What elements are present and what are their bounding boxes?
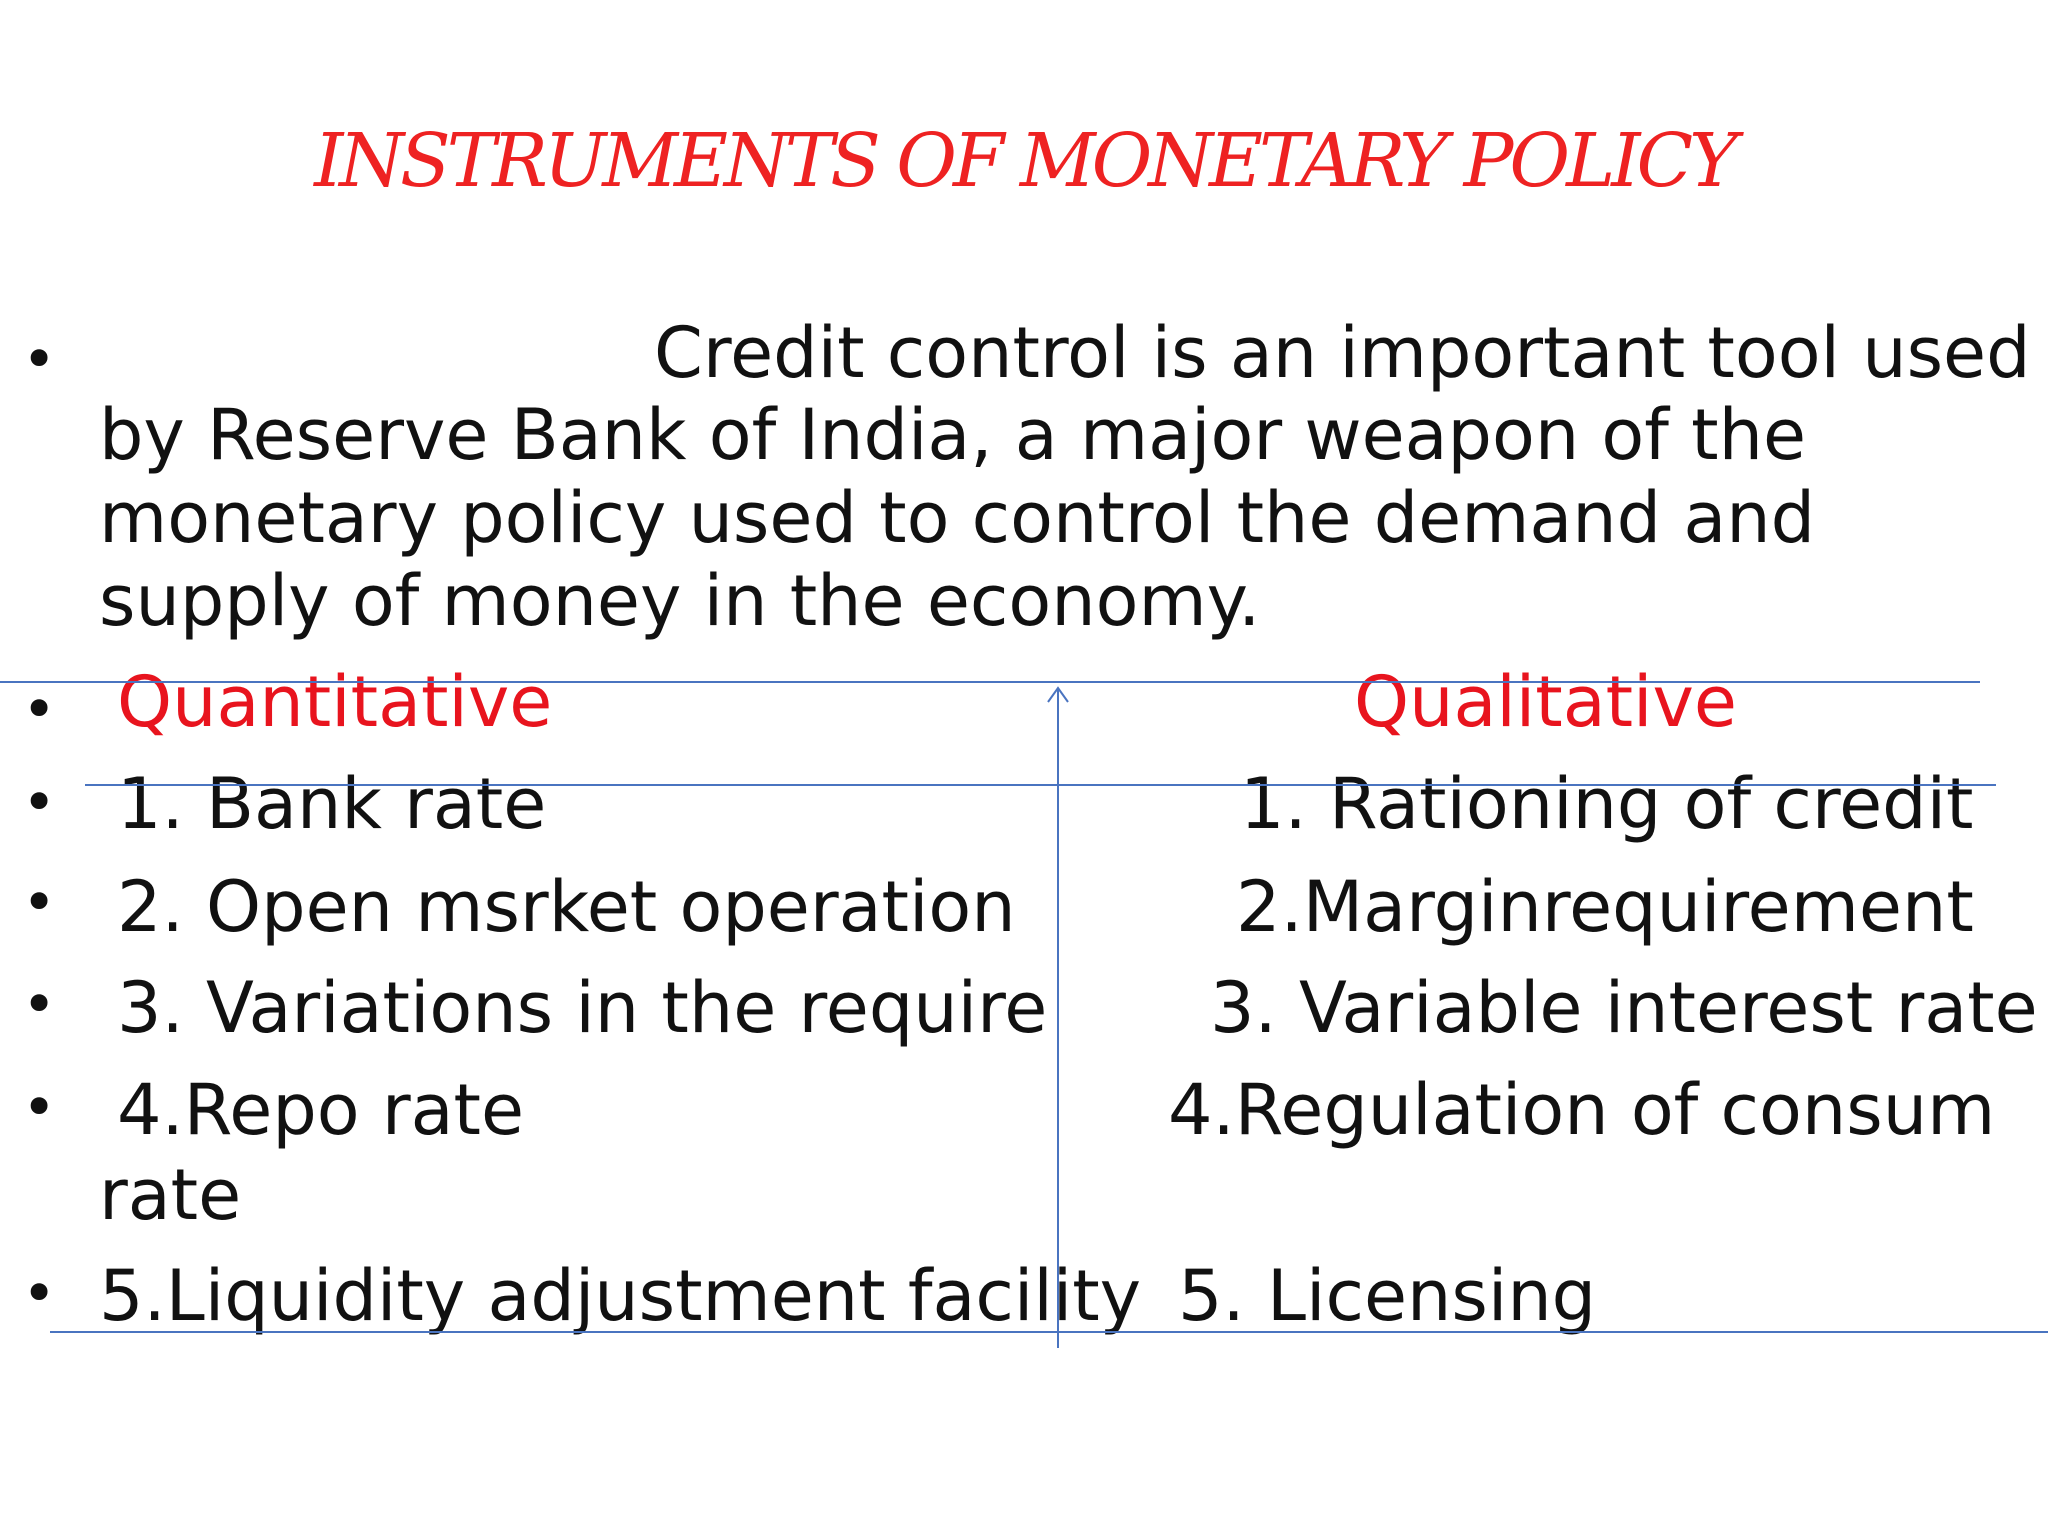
qualitative-heading: Qualitative <box>1354 661 1737 743</box>
quantitative-item: 2. Open msrket operation <box>117 866 1016 948</box>
qualitative-item: 1. Rationing of credit <box>1240 763 1974 845</box>
bullet-marker: • <box>22 1259 57 1327</box>
bullet-marker: • <box>22 868 57 936</box>
bullet-marker: • <box>22 325 57 393</box>
quantitative-item: 3. Variations in the require <box>117 967 1048 1049</box>
qualitative-item: 5. Licensing <box>1178 1255 1597 1337</box>
quantitative-item: 4.Repo rate <box>117 1069 525 1151</box>
bullet-marker: • <box>22 970 57 1038</box>
intro-line: supply of money in the economy. <box>99 560 1261 642</box>
qualitative-item: 3. Variable interest rate <box>1210 967 2038 1049</box>
intro-line: by Reserve Bank of India, a major weapon of the <box>99 394 1807 476</box>
intro-line: Credit control is an important tool used <box>654 312 2031 394</box>
bullet-marker: • <box>22 768 57 836</box>
bullet-marker: • <box>22 675 57 743</box>
bullet-marker: • <box>22 1073 57 1141</box>
qualitative-item: 4.Regulation of consum <box>1168 1069 1996 1151</box>
quantitative-item: 1. Bank rate <box>117 763 547 845</box>
slide-title: INSTRUMENTS OF MONETARY POLICY <box>314 118 1734 204</box>
qualitative-item: 2.Marginrequirement <box>1236 866 1974 948</box>
quantitative-heading: Quantitative <box>117 661 553 743</box>
quantitative-item-continuation: rate <box>99 1154 242 1236</box>
intro-line: monetary policy used to control the demand and <box>99 477 1816 559</box>
quantitative-item: 5.Liquidity adjustment facility <box>99 1255 1142 1337</box>
